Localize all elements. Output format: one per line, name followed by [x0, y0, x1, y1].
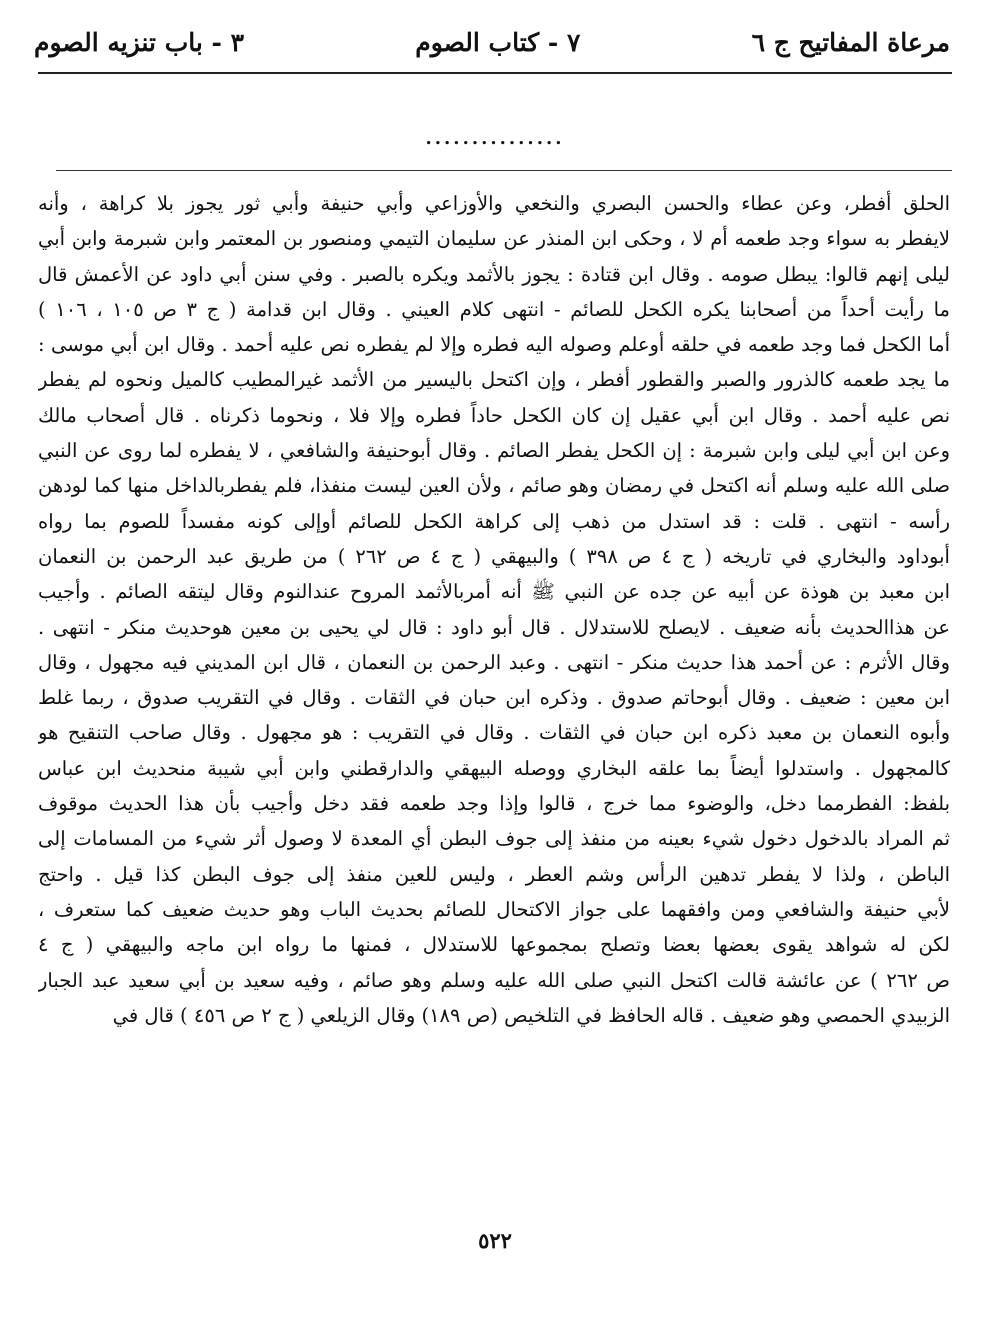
separator-dots: ...............	[425, 128, 565, 149]
page-number: ٥٢٢	[478, 1228, 512, 1253]
text-line: ما رأيت أحداً من أصحابنا يكره الكحل للصائم - انتهى كلام العيني . وقال ابن قدامة ( ج ٣ ص ١٠٥ ، ١٠٦ )	[38, 297, 950, 321]
footnote-rule	[56, 170, 952, 171]
text-line: ثم المراد بالدخول دخول شيء بعينه من منفذ إلى جوف البطن أي المعدة لا وصول أثر شيء من المسامات إلى	[38, 827, 950, 851]
text-line: ابن معبد بن هوذة عن أبيه عن جده عن النبي ﷺ أنه أمربالأثمد المروح عندالنوم وقال ليتقه الصائم . وأجيب	[38, 580, 950, 604]
text-line: كالمجهول . واستدلوا أيضاً بما علقه البخاري ووصله البيهقي والدارقطني وابن أبي شيبة منحديث ابن عباس	[38, 756, 950, 780]
text-line: ليلى إنهم قالوا: يبطل صومه . وقال ابن قتادة : يجوز بالأثمد ويكره بالصبر . وفي سنن أبي داود عن الأعمش قال	[38, 262, 950, 286]
header-rule	[38, 72, 952, 74]
text-line: وأبوه النعمان بن معبد ذكره ابن حبان في الثقات . وقال في التقريب : هو مجهول . وقال صاحب التنقيح هو	[38, 721, 950, 745]
text-line: نص عليه أحمد . وقال ابن أبي عقيل إن كان الكحل حاداً فطره وإلا فلا ، ونحوما ذكرناه . قال أصحاب مالك	[38, 403, 950, 427]
text-line: ابن معين : ضعيف . وقال أبوحاتم صدوق . وذكره ابن حبان في الثقات . وقال في التقريب صدوق ، ربما غلط	[38, 686, 950, 710]
book-title: مرعاة المفاتيح ج ٦	[751, 27, 950, 57]
text-line: الزبيدي الحمصي وهو ضعيف . قاله الحافظ في التلخيص (ص ١٨٩) وقال الزيلعي ( ج ٢ ص ٤٥٦ ) قال في	[112, 1003, 950, 1027]
text-line: الباطن ، ولذا لا يفطر تدهين الرأس وشم العطر ، وليس للعين منفذ إلى جوف البطن كذا قيل . واحتج	[38, 862, 950, 886]
text-line: الحلق أفطر، وعن عطاء والحسن البصري والنخعي والأوزاعي وأبي حنيفة وأبي ثور يجوز بلا كراهة ، وأنه	[38, 192, 950, 215]
text-line: عن هذاالحديث بأنه ضعيف . لايصلح للاستدلال . قال أبو داود : قال لي يحيى بن معين هوحديث منكر - انتهى .	[38, 615, 950, 639]
body-text	[38, 186, 950, 1033]
text-line: ص ٢٦٢ ) عن عائشة قالت اكتحل النبي صلى الله عليه وسلم وهو صائم ، وفيه سعيد بن أبي سعيد عبد الجبار	[38, 968, 950, 992]
text-line: أبوداود والبخاري في تاريخه ( ج ٤ ص ٣٩٨ ) والبيهقي ( ج ٤ ص ٢٦٢ ) من طريق عبد الرحمن بن النعمان	[38, 544, 950, 568]
section-title: ٧ - كتاب الصوم	[415, 27, 581, 57]
text-line: رأسه - انتهى . قلت : قد استدل من ذهب إلى كراهة الكحل للصائم أوإلى كونه مفسداً للصوم بما رواه	[38, 509, 950, 533]
text-line: لكن له شواهد يقوى بعضها بعضا وتصلح بمجموعها للاستدلال ، فمنها ما رواه ابن ماجه والبيهقي ( ج ٤	[38, 933, 950, 957]
text-line: لأبي حنيفة والشافعي ومن وافقهما على جواز الاكتحال للصائم بحديث الباب وهو حديث ضعيف كما ستعرف ،	[38, 897, 950, 921]
text-line: أما الكحل فما وجد طعمه في حلقه أوعلم وصوله اليه فطره وإلا لم يفطره نص عليه أحمد . وقال ابن أبي موسى :	[38, 333, 950, 357]
text-line: بلفظ: الفطرمما دخل، والوضوء مما خرج ، قالوا وإذا وجد طعمه فقد دخل وأجيب بأن هذا الحديث موقوف	[38, 792, 950, 816]
chapter-title: ٣ - باب تنزيه الصوم	[34, 27, 245, 57]
text-line: وعن ابن أبي ليلى وابن شبرمة : إن الكحل يفطر الصائم . وقال أبوحنيفة والشافعي ، لا يفطره لما روى عن النبي	[38, 439, 950, 463]
text-line: صلى الله عليه وسلم أنه اكتحل في رمضان وهو صائم ، ولأن العين ليست منفذا، فلم يفطربالداخل منها كما لودهن	[38, 474, 950, 498]
running-header	[34, 18, 950, 66]
text-line: وقال الأثرم : عن أحمد هذا حديث منكر - انتهى . وعبد الرحمن بن النعمان ، قال ابن المديني فيه مجهول ، وقال	[38, 650, 950, 674]
text-line: لايفطر به سواء وجد طعمه أم لا ، وحكى ابن المنذر عن سليمان التيمي ومنصور بن المعتمر وابن شبرمة وابن أبي	[38, 227, 950, 251]
text-line: ما يجد طعمه كالذرور والصبر والقطور أفطر ، وإن اكتحل باليسير من الأثمد غيرالمطيب كالميل ونحوه لم يفطر	[38, 368, 950, 392]
